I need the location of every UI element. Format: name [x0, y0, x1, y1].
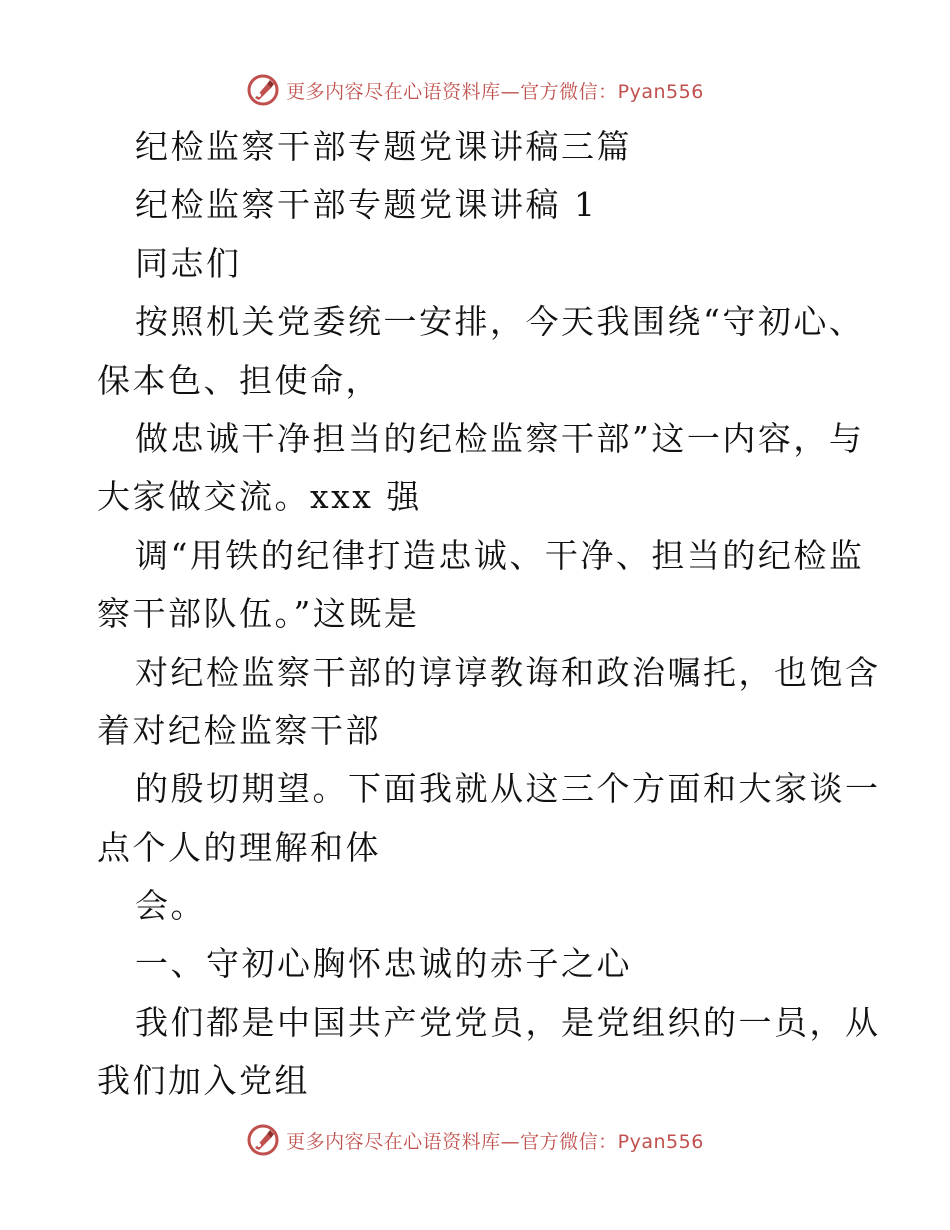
header-watermark: [0, 70, 950, 110]
text-line: 对纪检监察干部的谆谆教诲和政治嘱托，也饱含: [135, 652, 881, 692]
watermark-text: 更多内容尽在心语资料库—官方微信：Pyan556: [286, 1130, 704, 1153]
watermark-text: 更多内容尽在心语资料库—官方微信：Pyan556: [286, 80, 704, 103]
text-line: 按照机关党委统一安排，今天我围绕“守初心、: [135, 302, 865, 342]
document-body: [97, 118, 881, 1111]
footer-watermark: [0, 1120, 950, 1160]
text-line: 一、守初心胸怀忠诚的赤子之心: [135, 944, 632, 984]
text-line: 察干部队伍。”这既是: [97, 594, 420, 634]
text-line: 的殷切期望。下面我就从这三个方面和大家谈一: [135, 769, 881, 809]
text-line: 保本色、担使命，: [97, 360, 381, 400]
text-line: 我们加入党组: [97, 1061, 310, 1101]
text-line: 会。: [135, 886, 206, 926]
text-line: 调“用铁的纪律打造忠诚、干净、担当的纪检监: [135, 535, 865, 575]
text-line: 纪检监察干部专题党课讲稿 1: [135, 185, 598, 225]
text-line: 做忠诚干净担当的纪检监察干部”这一内容，与: [135, 418, 865, 458]
text-line: 我们都是中国共产党党员，是党组织的一员，从: [135, 1002, 881, 1042]
text-line: 着对纪检监察干部: [97, 710, 381, 750]
text-line: 大家做交流。xxx 强: [97, 477, 422, 517]
text-line: 纪检监察干部专题党课讲稿三篇: [135, 127, 632, 166]
pen-logo-icon: [246, 1123, 280, 1157]
text-line: 同志们: [135, 243, 242, 283]
pen-logo-icon: [246, 73, 280, 107]
text-line: 点个人的理解和体: [97, 827, 381, 867]
